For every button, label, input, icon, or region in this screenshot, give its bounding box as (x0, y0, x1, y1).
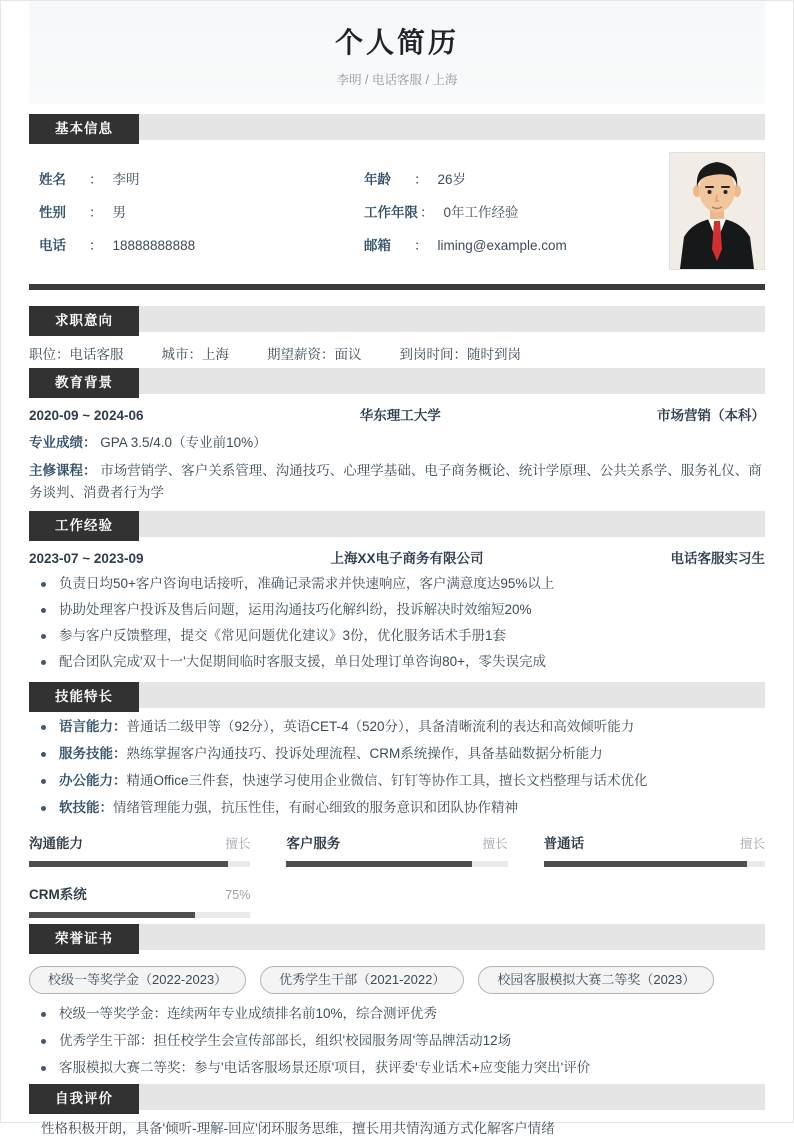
job-intent-row (29, 345, 765, 365)
skill-bar-track (29, 912, 250, 918)
skill-bar-fill (286, 861, 472, 867)
section-badge: 工作经验 (29, 511, 139, 541)
basic-info-grid (29, 152, 669, 270)
skill-bar: CRM系统 75% (29, 883, 250, 918)
work-headline (29, 550, 765, 568)
section-header-self-evaluation (29, 1084, 765, 1110)
section-header-honors (29, 924, 765, 950)
work-bullet: 参与客户反馈整理，提交《常见问题优化建议》3份，优化服务话术手册1套 (29, 626, 765, 646)
page-title: 个人简历 (334, 27, 459, 58)
basic-info-field: 邮箱 ： liming@example.com (364, 238, 567, 253)
skill-bullet: 办公能力：精通Office三件套，快速学习使用企业微信、钉钉等协作工具，擅长文档整理与话术优化 (29, 771, 765, 791)
skill-bars-grid (29, 832, 765, 918)
basic-info-field: 年龄 ： 26岁 (364, 172, 467, 187)
skill-bar: 普通话 擅长 (544, 832, 765, 867)
intent-item: 城市：上海 (161, 347, 229, 362)
section-header-work-experience (29, 511, 765, 537)
education-period: 2020-09 ~ 2024-06 (29, 408, 144, 423)
skill-bar: 客户服务 擅长 (286, 832, 507, 867)
section-header-job-intent (29, 306, 765, 332)
basic-info-field: 工作年限 ： 0年工作经验 (364, 205, 519, 220)
basic-info-field: 电话 ： 18888888888 (39, 238, 196, 253)
resume-header (29, 1, 765, 104)
basic-info-field: 姓名 ： 李明 (39, 172, 140, 187)
honor-pill: 优秀学生干部（2021-2022） (260, 966, 464, 994)
skill-bar-fill (29, 861, 228, 867)
intent-item: 期望薪资：面议 (267, 347, 362, 362)
work-company: 上海XX电子商务有限公司 (330, 551, 484, 566)
education-courses-line: 主修课程： 市场营销学、客户关系管理、沟通技巧、心理学基础、电子商务概论、统计学原理、公共关系学、服务礼仪、商务谈判、消费者行为学 (29, 463, 762, 500)
section-badge: 求职意向 (29, 306, 139, 336)
self-evaluation-text: 性格积极开朗，具备'倾听-理解-回应'闭环服务思维，擅长用共情沟通方式化解客户情绪 (41, 1121, 555, 1136)
header-subtitle: 李明 / 电话客服 / 上海 (336, 73, 458, 87)
honor-pill: 校级一等奖学金（2022-2023） (29, 966, 246, 994)
profile-photo (669, 152, 765, 270)
section-badge: 基本信息 (29, 114, 139, 144)
honor-pills-row (29, 966, 765, 994)
section-header-basic-info (29, 114, 765, 140)
education-headline (29, 407, 765, 425)
honor-bullet: 客服模拟大赛二等奖：参与'电话客服场景还原'项目，获评委'专业话术+应变能力突出'评价 (29, 1058, 765, 1078)
section-badge: 荣誉证书 (29, 924, 139, 954)
honor-bullet: 优秀学生干部：担任校学生会宣传部部长，组织'校园服务周'等品牌活动12场 (29, 1031, 765, 1051)
skill-bullet: 软技能：情绪管理能力强，抗压性佳，有耐心细致的服务意识和团队协作精神 (29, 798, 765, 818)
education-gpa-line: 专业成绩： GPA 3.5/4.0（专业前10%） (29, 435, 267, 450)
section-divider (29, 284, 765, 290)
section-header-skills (29, 682, 765, 708)
basic-info-block (29, 152, 765, 270)
skill-bar: 沟通能力 擅长 (29, 832, 250, 867)
skill-bar-track (286, 861, 507, 867)
skill-bullet: 语言能力：普通话二级甲等（92分），英语CET-4（520分），具备清晰流利的表达和高效倾听能力 (29, 717, 765, 737)
skill-bar-track (29, 861, 250, 867)
skill-bar-fill (29, 912, 195, 918)
work-bullet: 负责日均50+客户咨询电话接听，准确记录需求并快速响应，客户满意度达95%以上 (29, 574, 765, 594)
skill-bar-track (544, 861, 765, 867)
education-school: 华东理工大学 (359, 408, 441, 423)
honor-pill: 校园客服模拟大赛二等奖（2023） (478, 966, 714, 994)
honors-bullet-list (29, 1004, 765, 1078)
work-period: 2023-07 ~ 2023-09 (29, 551, 144, 566)
intent-item: 职位：电话客服 (29, 347, 124, 362)
section-badge: 自我评价 (29, 1084, 139, 1114)
skill-bar-fill (544, 861, 748, 867)
intent-item: 到岗时间：随时到岗 (399, 347, 521, 362)
skills-bullet-list (29, 717, 765, 818)
skill-bullet: 服务技能：熟练掌握客户沟通技巧、投诉处理流程、CRM系统操作，具备基础数据分析能力 (29, 744, 765, 764)
section-badge: 教育背景 (29, 368, 139, 398)
work-bullet-list (29, 574, 765, 672)
education-degree: 市场营销（本科） (657, 408, 765, 423)
work-bullet: 配合团队完成'双十一'大促期间临时客服支援，单日处理订单咨询80+，零失误完成 (29, 652, 765, 672)
basic-info-field: 性别 ： 男 (39, 205, 126, 220)
section-header-education (29, 368, 765, 394)
section-badge: 技能特长 (29, 682, 139, 712)
honor-bullet: 校级一等奖学金：连续两年专业成绩排名前10%，综合测评优秀 (29, 1004, 765, 1024)
work-bullet: 协助处理客户投诉及售后问题，运用沟通技巧化解纠纷，投诉解决时效缩短20% (29, 600, 765, 620)
work-role: 电话客服实习生 (670, 551, 765, 566)
